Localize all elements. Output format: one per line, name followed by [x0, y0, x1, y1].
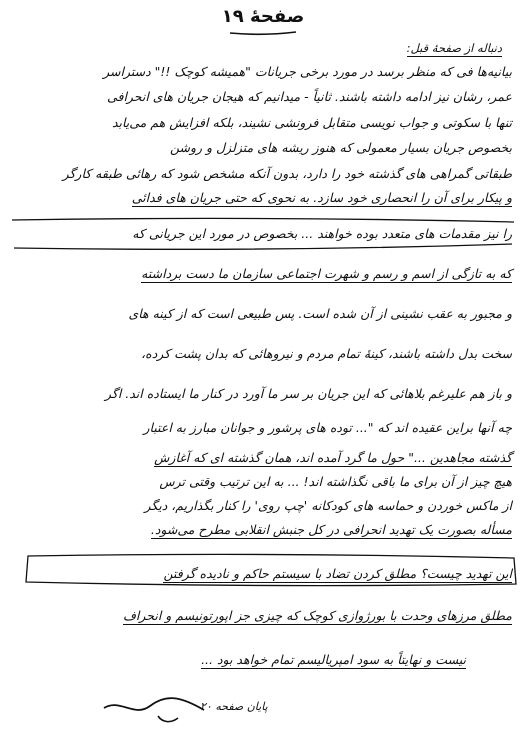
- text-line-9: و مجبور به عقب نشینی از آن شده است. پس طبیعی است که از کینه های: [128, 306, 512, 321]
- text-line-14: هیچ چیز از آن برای ما باقی نگذاشته اند! ... به این ترتیب وقتی ترس: [159, 474, 512, 489]
- text-line-19: نیست و نهایتاً به سود امپریالیسم تمام خواهد بود ...: [201, 652, 466, 667]
- emphasis-box: [20, 552, 520, 588]
- page-title-text: صفحهٔ ۱۹: [221, 6, 305, 27]
- title-underline: [228, 30, 298, 36]
- text-line-8: که به تازگی از اسم و رسم و شهرت اجتماعی سازمان ما دست برداشته: [141, 266, 512, 281]
- signature-mark: [100, 688, 210, 730]
- emphasis-bracket: [8, 214, 518, 254]
- text-line-11: و باز هم علیرغم بلاهائی که این جریان بر سر ما آورد در کنار ما ایستاده اند. اگر: [104, 386, 512, 401]
- text-line-7: را نیز مقدمات های متعدد بوده خواهند ... بخصوص در مورد این جریانی که: [132, 226, 512, 241]
- text-line-18: مطلق مرزهای وحدت با بورژوازی کوچک که چیزی جز اپورتونیسم و انحراف: [122, 608, 512, 623]
- continuation-note: دنباله از صفحهٔ قبل:: [406, 41, 502, 55]
- signature-text: پایان صفحه ۲۰: [200, 700, 268, 713]
- text-line-17: این تهدید چیست؟ مطلق کردن تضاد با سیستم حاکم و نادیده گرفتن: [163, 566, 512, 581]
- text-line-1: بیانیه‌ها فی که منظر برسد در مورد برخی جریانات "همیشه کوچک !!" دستراسر: [103, 64, 512, 79]
- text-line-6: و پیکار برای آن را انحصاری خود سازد. به نحوی که حتی جریان های فدائی: [131, 190, 512, 205]
- text-line-15: از ماکس خوردن و حماسه های کودکانه 'چپ روی' را کنار بگذاریم، دیگر: [144, 498, 512, 513]
- page-title: [0, 6, 526, 27]
- text-line-2: عمر، رشان نیز ادامه داشته باشند. ثانیاً - میدانیم که هیجان جریان های انحرافی: [107, 89, 512, 104]
- text-line-12: چه آنها براین عقیده اند که "... توده های پرشور و جوانان مبارز به اعتبار: [143, 420, 512, 435]
- text-line-3: تنها با سکوتی و جواب نویسی متقابل فرونشی نشیند، بلکه افزایش هم می‌یابد: [111, 115, 512, 130]
- text-line-4: بخصوص جریان بسیار معمولی که هنوز ریشه های متزلزل و روشن: [170, 140, 512, 155]
- text-line-10: سخت بدل داشته باشند، کینهٔ تمام مردم و نیروهائی که بدان پشت کرده،: [141, 346, 512, 361]
- text-line-16: مسأله بصورت یک تهدید انحرافی در کل جنبش انقلابی مطرح می‌شود.: [150, 522, 512, 537]
- text-line-13: گذشته مجاهدین ..." حول ما گرد آمده اند، همان گذشته ای که آغازش: [154, 450, 512, 465]
- text-line-5: طبقاتی گمراهی های گذشته خود را دارد، بدون آنکه مشخص شود که رهائی طبقه کارگر: [62, 166, 512, 181]
